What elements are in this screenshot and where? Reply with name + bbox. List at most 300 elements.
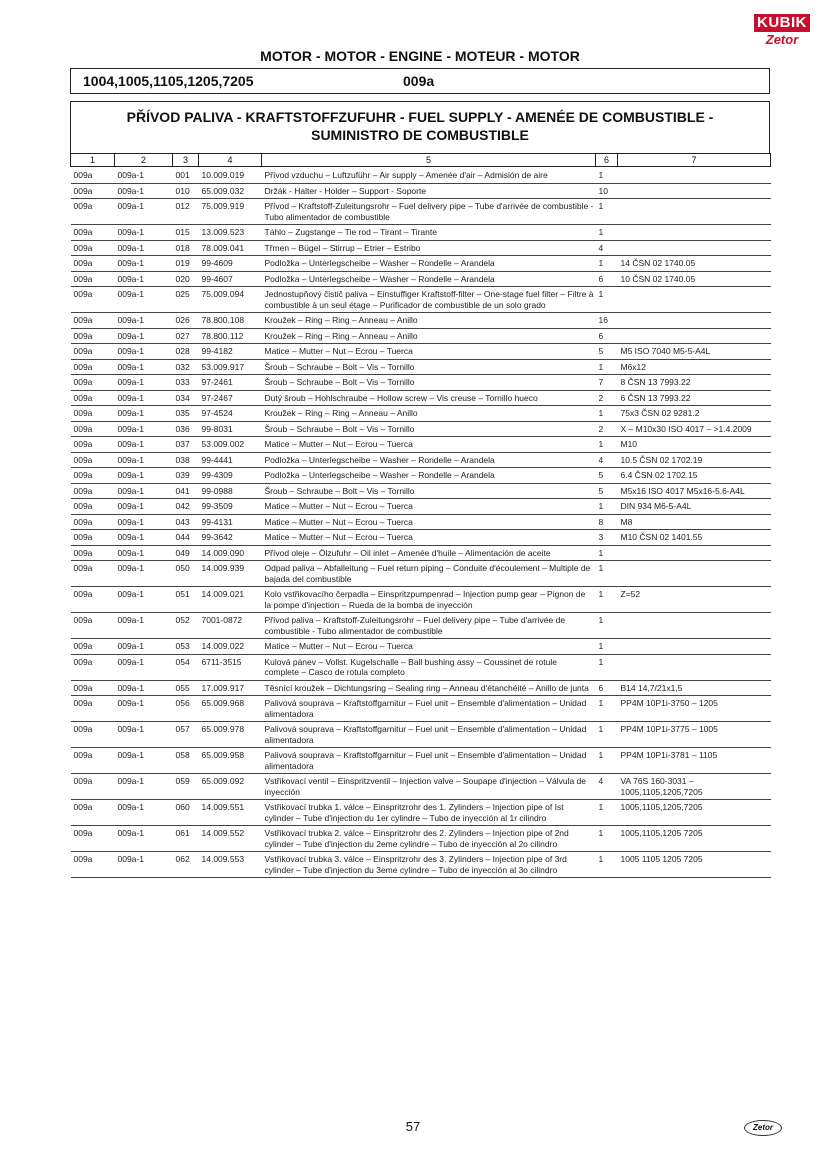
cell-quantity: 1 [596, 359, 618, 375]
cell-part-number: 78.800.108 [199, 313, 262, 329]
cell-note [618, 167, 771, 184]
cell-group: 009a [71, 800, 115, 826]
cell-part-number: 99-4441 [199, 452, 262, 468]
cell-quantity: 1 [596, 437, 618, 453]
cell-note: DIN 934 M6-5-A4L [618, 499, 771, 515]
table-row [71, 375, 771, 391]
cell-part-number: 17.009.917 [199, 680, 262, 696]
cell-description: Podložka – Unterlegscheibe – Washer – Rondelle – Arandela [262, 452, 596, 468]
cell-figure: 009a-1 [115, 452, 173, 468]
cell-figure: 009a-1 [115, 696, 173, 722]
cell-quantity: 4 [596, 774, 618, 800]
cell-quantity: 1 [596, 639, 618, 655]
cell-position: 057 [173, 722, 199, 748]
cell-figure: 009a-1 [115, 406, 173, 422]
cell-part-number: 99-4309 [199, 468, 262, 484]
table-row [71, 167, 771, 184]
cell-position: 035 [173, 406, 199, 422]
cell-group: 009a [71, 390, 115, 406]
cell-quantity: 16 [596, 313, 618, 329]
cell-position: 042 [173, 499, 199, 515]
cell-position: 058 [173, 748, 199, 774]
cell-position: 043 [173, 514, 199, 530]
cell-group: 009a [71, 514, 115, 530]
cell-note [618, 225, 771, 241]
cell-position: 027 [173, 328, 199, 344]
cell-group: 009a [71, 328, 115, 344]
cell-description: Přívod paliva – Kraftstoff-Zuleitungsrohr – Fuel delivery pipe – Tube d'arrivée de combustible - Tubo alimentador de combustible [262, 613, 596, 639]
cell-note: B14 14,7/21x1,5 [618, 680, 771, 696]
cell-group: 009a [71, 561, 115, 587]
cell-part-number: 65.009.968 [199, 696, 262, 722]
cell-part-number: 78.009.041 [199, 240, 262, 256]
cell-group: 009a [71, 183, 115, 199]
cell-description: Šroub – Schraube – Bolt – Vis – Tornillo [262, 421, 596, 437]
cell-description: Vstřikovací trubka 3. válce – Einspritzrohr des 3. Zylinders – Injection pipe of 3rd cylinder – Tube d'injection du 3eme cylindre – Tubo de inyección al 3o cilindro [262, 852, 596, 878]
table-row [71, 722, 771, 748]
cell-note: 75x3 ČSN 02 9281.2 [618, 406, 771, 422]
cell-part-number: 75.009.094 [199, 287, 262, 313]
cell-quantity: 1 [596, 748, 618, 774]
cell-figure: 009a-1 [115, 421, 173, 437]
table-row [71, 225, 771, 241]
cell-note: 6.4 ČSN 02 1702.15 [618, 468, 771, 484]
cell-position: 034 [173, 390, 199, 406]
cell-group: 009a [71, 225, 115, 241]
cell-description: Palivová souprava – Kraftstoffgarnitur – Fuel unit – Ensemble d'alimentation – Unidad alimentadora [262, 722, 596, 748]
cell-note [618, 328, 771, 344]
cell-position: 038 [173, 452, 199, 468]
cell-part-number: 97-4524 [199, 406, 262, 422]
cell-position: 033 [173, 375, 199, 391]
cell-note: M8 [618, 514, 771, 530]
cell-quantity: 1 [596, 852, 618, 878]
cell-figure: 009a-1 [115, 437, 173, 453]
cell-figure: 009a-1 [115, 852, 173, 878]
cell-group: 009a [71, 587, 115, 613]
cell-part-number: 99-4131 [199, 514, 262, 530]
cell-position: 019 [173, 256, 199, 272]
cell-figure: 009a-1 [115, 654, 173, 680]
cell-quantity: 2 [596, 390, 618, 406]
cell-description: Přívod vzduchu – Luftzuführ – Air supply – Amenée d'air – Admisión de aire [262, 167, 596, 184]
cell-group: 009a [71, 344, 115, 360]
cell-position: 010 [173, 183, 199, 199]
cell-position: 056 [173, 696, 199, 722]
cell-note [618, 545, 771, 561]
cell-note: M5 ISO 7040 M5-5-A4L [618, 344, 771, 360]
cell-quantity: 1 [596, 696, 618, 722]
cell-quantity: 4 [596, 452, 618, 468]
cell-position: 036 [173, 421, 199, 437]
cell-group: 009a [71, 639, 115, 655]
cell-part-number: 78.800.112 [199, 328, 262, 344]
cell-part-number: 65.009.978 [199, 722, 262, 748]
cell-figure: 009a-1 [115, 748, 173, 774]
cell-figure: 009a-1 [115, 680, 173, 696]
cell-figure: 009a-1 [115, 390, 173, 406]
cell-description: Těsnící kroužek – Dichtungsring – Sealing ring – Anneau d'étanchéité – Anillo de junta [262, 680, 596, 696]
cell-group: 009a [71, 852, 115, 878]
cell-description: Matice – Mutter – Nut – Ecrou – Tuerca [262, 437, 596, 453]
cell-figure: 009a-1 [115, 530, 173, 546]
cell-group: 009a [71, 287, 115, 313]
cell-description: Kulová pánev – Vollst. Kugelschalle – Ball bushing assy – Coussinet de rotule complete – Casco de rotula completo [262, 654, 596, 680]
table-row [71, 421, 771, 437]
cell-figure: 009a-1 [115, 468, 173, 484]
cell-part-number: 99-8031 [199, 421, 262, 437]
cell-description: Kroužek – Ring – Ring – Anneau – Anillo [262, 313, 596, 329]
cell-part-number: 10.009.019 [199, 167, 262, 184]
cell-part-number: 53.009.917 [199, 359, 262, 375]
cell-note: M10 ČSN 02 1401.55 [618, 530, 771, 546]
cell-group: 009a [71, 654, 115, 680]
cell-position: 054 [173, 654, 199, 680]
cell-group: 009a [71, 359, 115, 375]
cell-description: Šroub – Schraube – Bolt – Vis – Tornillo [262, 375, 596, 391]
table-row [71, 199, 771, 225]
cell-note: PP4M 10P1i-3781 – 1105 [618, 748, 771, 774]
cell-description: Jednostupňový čistič paliva – Einstuffiger Kraftstoff-filter – One-stage fuel filter – Filtre à combustible à un seul étage – Purificador de combustible de un solo grado [262, 287, 596, 313]
cell-part-number: 75.009.919 [199, 199, 262, 225]
table-row [71, 313, 771, 329]
cell-description: Táhlo – Zugstange – Tie rod – Tirant – Tirante [262, 225, 596, 241]
cell-figure: 009a-1 [115, 359, 173, 375]
cell-description: Kroužek – Ring – Ring – Anneau – Anillo [262, 406, 596, 422]
cell-group: 009a [71, 748, 115, 774]
table-row [71, 587, 771, 613]
cell-description: Matice – Mutter – Nut – Ecrou – Tuerca [262, 499, 596, 515]
cell-part-number: 99-3642 [199, 530, 262, 546]
table-row [71, 654, 771, 680]
group-code: 009a [403, 73, 435, 89]
cell-description: Vstřikovací ventil – Einspritzventil – Injection valve – Soupape d'injection – Válvula de inyección [262, 774, 596, 800]
cell-figure: 009a-1 [115, 375, 173, 391]
cell-description: Kroužek – Ring – Ring – Anneau – Anillo [262, 328, 596, 344]
cell-position: 026 [173, 313, 199, 329]
cell-description: Palivová souprava – Kraftstoffgarnitur – Fuel unit – Ensemble d'alimentation – Unidad alimentadora [262, 748, 596, 774]
cell-quantity: 1 [596, 613, 618, 639]
cell-note [618, 199, 771, 225]
cell-figure: 009a-1 [115, 483, 173, 499]
table-row [71, 696, 771, 722]
cell-part-number: 99-4182 [199, 344, 262, 360]
column-header: 7 [618, 154, 771, 167]
table-row [71, 468, 771, 484]
cell-note [618, 561, 771, 587]
cell-note: 1005 1105 1205 7205 [618, 852, 771, 878]
cell-quantity: 2 [596, 421, 618, 437]
table-row [71, 499, 771, 515]
cell-note: M6x12 [618, 359, 771, 375]
column-header: 6 [596, 154, 618, 167]
cell-description: Matice – Mutter – Nut – Ecrou – Tuerca [262, 514, 596, 530]
table-row [71, 183, 771, 199]
cell-part-number: 99-4609 [199, 256, 262, 272]
cell-note [618, 613, 771, 639]
cell-group: 009a [71, 437, 115, 453]
cell-quantity: 8 [596, 514, 618, 530]
cell-part-number: 99-3509 [199, 499, 262, 515]
cell-group: 009a [71, 313, 115, 329]
model-box [70, 68, 770, 94]
cell-position: 025 [173, 287, 199, 313]
cell-description: Matice – Mutter – Nut – Ecrou – Tuerca [262, 639, 596, 655]
table-row [71, 800, 771, 826]
cell-group: 009a [71, 696, 115, 722]
cell-quantity: 1 [596, 406, 618, 422]
cell-part-number: 14.009.022 [199, 639, 262, 655]
table-row [71, 452, 771, 468]
table-row [71, 344, 771, 360]
cell-quantity: 10 [596, 183, 618, 199]
cell-note [618, 313, 771, 329]
column-header: 3 [173, 154, 199, 167]
cell-description: Matice – Mutter – Nut – Ecrou – Tuerca [262, 530, 596, 546]
cell-quantity: 1 [596, 587, 618, 613]
cell-position: 053 [173, 639, 199, 655]
cell-description: Přívod oleje – Ölzufuhr – Oil inlet – Amenée d'huile – Alimentación de aceite [262, 545, 596, 561]
cell-figure: 009a-1 [115, 256, 173, 272]
cell-note: PP4M 10P1i-3775 – 1005 [618, 722, 771, 748]
cell-note: PP4M 10P1i-3750 – 1205 [618, 696, 771, 722]
cell-quantity: 5 [596, 468, 618, 484]
cell-group: 009a [71, 256, 115, 272]
cell-quantity: 1 [596, 826, 618, 852]
cell-group: 009a [71, 499, 115, 515]
table-row [71, 437, 771, 453]
cell-description: Odpad paliva – Abfalleitung – Fuel return piping – Conduite d'écoulement – Multiple de bajada del combustible [262, 561, 596, 587]
cell-group: 009a [71, 680, 115, 696]
cell-position: 044 [173, 530, 199, 546]
cell-part-number: 14.009.939 [199, 561, 262, 587]
cell-part-number: 14.009.552 [199, 826, 262, 852]
cell-position: 052 [173, 613, 199, 639]
cell-part-number: 65.009.958 [199, 748, 262, 774]
table-row [71, 359, 771, 375]
kubik-logo-text: KUBIK [754, 14, 810, 32]
cell-figure: 009a-1 [115, 199, 173, 225]
cell-position: 037 [173, 437, 199, 453]
cell-quantity: 7 [596, 375, 618, 391]
table-row [71, 680, 771, 696]
cell-group: 009a [71, 421, 115, 437]
cell-figure: 009a-1 [115, 183, 173, 199]
cell-figure: 009a-1 [115, 167, 173, 184]
cell-quantity: 1 [596, 256, 618, 272]
section-title: MOTOR - MOTOR - ENGINE - MOTEUR - MOTOR [260, 48, 580, 64]
cell-position: 055 [173, 680, 199, 696]
table-row [71, 639, 771, 655]
table-row [71, 287, 771, 313]
zetor-logo-text: Zetor [765, 32, 799, 47]
cell-part-number: 14.009.553 [199, 852, 262, 878]
cell-part-number: 99-0988 [199, 483, 262, 499]
cell-note [618, 654, 771, 680]
cell-description: Dutý šroub – Hohlschraube – Hollow screw – Vis creuse – Tornillo hueco [262, 390, 596, 406]
cell-quantity: 1 [596, 499, 618, 515]
table-row [71, 748, 771, 774]
cell-note [618, 639, 771, 655]
cell-description: Držák - Halter - Holder – Support - Soporte [262, 183, 596, 199]
cell-note: 10.5 ČSN 02 1702.19 [618, 452, 771, 468]
cell-figure: 009a-1 [115, 328, 173, 344]
cell-description: Matice – Mutter – Nut – Ecrou – Tuerca [262, 344, 596, 360]
cell-position: 049 [173, 545, 199, 561]
cell-group: 009a [71, 774, 115, 800]
column-header: 4 [199, 154, 262, 167]
cell-quantity: 5 [596, 344, 618, 360]
cell-description: Podložka – Unterlegscheibe – Washer – Rondelle – Arandela [262, 468, 596, 484]
cell-quantity: 1 [596, 225, 618, 241]
column-header: 5 [262, 154, 596, 167]
cell-part-number: 7001-0872 [199, 613, 262, 639]
column-header: 1 [71, 154, 115, 167]
table-row [71, 826, 771, 852]
cell-quantity: 1 [596, 654, 618, 680]
cell-figure: 009a-1 [115, 722, 173, 748]
table-row [71, 545, 771, 561]
cell-quantity: 1 [596, 545, 618, 561]
cell-group: 009a [71, 722, 115, 748]
cell-description: Přívod – Kraftstoff-Zuleitungsrohr – Fuel delivery pipe – Tube d'arrivée de combustible - Tubo alimentador de combustible [262, 199, 596, 225]
cell-position: 050 [173, 561, 199, 587]
cell-note: M10 [618, 437, 771, 453]
cell-group: 009a [71, 406, 115, 422]
cell-quantity: 6 [596, 271, 618, 287]
table-row [71, 483, 771, 499]
cell-part-number: 99-4607 [199, 271, 262, 287]
cell-position: 012 [173, 199, 199, 225]
cell-figure: 009a-1 [115, 800, 173, 826]
cell-position: 018 [173, 240, 199, 256]
page-number: 57 [405, 1119, 421, 1134]
cell-quantity: 1 [596, 167, 618, 184]
cell-position: 051 [173, 587, 199, 613]
table-row [71, 514, 771, 530]
table-row [71, 852, 771, 878]
cell-note: 1005,1105,1205 7205 [618, 826, 771, 852]
cell-position: 061 [173, 826, 199, 852]
table-row [71, 613, 771, 639]
cell-figure: 009a-1 [115, 499, 173, 515]
cell-group: 009a [71, 483, 115, 499]
cell-group: 009a [71, 199, 115, 225]
table-row [71, 240, 771, 256]
cell-figure: 009a-1 [115, 545, 173, 561]
cell-figure: 009a-1 [115, 774, 173, 800]
cell-part-number: 14.009.021 [199, 587, 262, 613]
cell-description: Podložka – Unterlegscheibe – Washer – Rondelle – Arandela [262, 271, 596, 287]
zetor-footer-logo: Zetor [744, 1120, 782, 1136]
cell-group: 009a [71, 375, 115, 391]
cell-figure: 009a-1 [115, 240, 173, 256]
cell-position: 039 [173, 468, 199, 484]
cell-position: 041 [173, 483, 199, 499]
cell-figure: 009a-1 [115, 225, 173, 241]
cell-quantity: 6 [596, 328, 618, 344]
cell-position: 028 [173, 344, 199, 360]
table-row [71, 390, 771, 406]
cell-note: 10 ČSN 02 1740.05 [618, 271, 771, 287]
table-row [71, 561, 771, 587]
table-row [71, 406, 771, 422]
cell-part-number: 14.009.551 [199, 800, 262, 826]
cell-quantity: 1 [596, 561, 618, 587]
cell-figure: 009a-1 [115, 587, 173, 613]
cell-note: 6 ČSN 13 7993.22 [618, 390, 771, 406]
cell-figure: 009a-1 [115, 613, 173, 639]
cell-part-number: 14.009.090 [199, 545, 262, 561]
cell-figure: 009a-1 [115, 514, 173, 530]
table-row [71, 256, 771, 272]
cell-part-number: 13.009.523 [199, 225, 262, 241]
cell-group: 009a [71, 530, 115, 546]
column-header: 2 [115, 154, 173, 167]
cell-group: 009a [71, 167, 115, 184]
cell-group: 009a [71, 613, 115, 639]
cell-position: 032 [173, 359, 199, 375]
cell-description: Třmen – Bügel – Stirrup – Etrier – Estribo [262, 240, 596, 256]
cell-quantity: 1 [596, 287, 618, 313]
cell-description: Šroub – Schraube – Bolt – Vis – Tornillo [262, 359, 596, 375]
cell-position: 015 [173, 225, 199, 241]
cell-figure: 009a-1 [115, 561, 173, 587]
cell-note: Z=52 [618, 587, 771, 613]
group-title: PŘÍVOD PALIVA - KRAFTSTOFFZUFUHR - FUEL SUPPLY - AMENÉE DE COMBUSTIBLE - SUMINISTRO DE COMBUSTIBLE [70, 101, 770, 153]
cell-description: Vstřikovací trubka 1. válce – Einspritzrohr des 1. Zylinders – Injection pipe of Ist cylinder – Tube d'injection du 1er cylindre – Tubo de inyección al 1r cilindro [262, 800, 596, 826]
cell-position: 020 [173, 271, 199, 287]
kubik-zetor-logo [754, 14, 810, 50]
cell-note: 8 ČSN 13 7993.22 [618, 375, 771, 391]
cell-part-number: 65.009.092 [199, 774, 262, 800]
cell-note [618, 183, 771, 199]
cell-group: 009a [71, 452, 115, 468]
cell-figure: 009a-1 [115, 639, 173, 655]
table-header-row [71, 154, 771, 167]
table-row [71, 328, 771, 344]
cell-note: 1005,1105,1205,7205 [618, 800, 771, 826]
cell-part-number: 53.009.002 [199, 437, 262, 453]
cell-group: 009a [71, 545, 115, 561]
parts-table [70, 153, 771, 878]
cell-group: 009a [71, 468, 115, 484]
cell-note: VA 76S 160-3031 – 1005,1105,1205,7205 [618, 774, 771, 800]
cell-position: 001 [173, 167, 199, 184]
cell-description: Podložka – Unterlegscheibe – Washer – Rondelle – Arandela [262, 256, 596, 272]
cell-position: 060 [173, 800, 199, 826]
cell-quantity: 6 [596, 680, 618, 696]
cell-note [618, 287, 771, 313]
cell-position: 059 [173, 774, 199, 800]
cell-note [618, 240, 771, 256]
table-row [71, 774, 771, 800]
cell-figure: 009a-1 [115, 313, 173, 329]
cell-group: 009a [71, 240, 115, 256]
cell-note: X – M10x30 ISO 4017 – >1.4.2009 [618, 421, 771, 437]
cell-figure: 009a-1 [115, 287, 173, 313]
cell-quantity: 1 [596, 722, 618, 748]
cell-description: Palivová souprava – Kraftstoffgarnitur – Fuel unit – Ensemble d'alimentation – Unidad alimentadora [262, 696, 596, 722]
cell-figure: 009a-1 [115, 344, 173, 360]
model-list: 1004,1005,1105,1205,7205 [83, 73, 254, 89]
cell-quantity: 3 [596, 530, 618, 546]
cell-part-number: 6711-3515 [199, 654, 262, 680]
cell-group: 009a [71, 271, 115, 287]
cell-quantity: 1 [596, 800, 618, 826]
cell-quantity: 5 [596, 483, 618, 499]
cell-quantity: 4 [596, 240, 618, 256]
